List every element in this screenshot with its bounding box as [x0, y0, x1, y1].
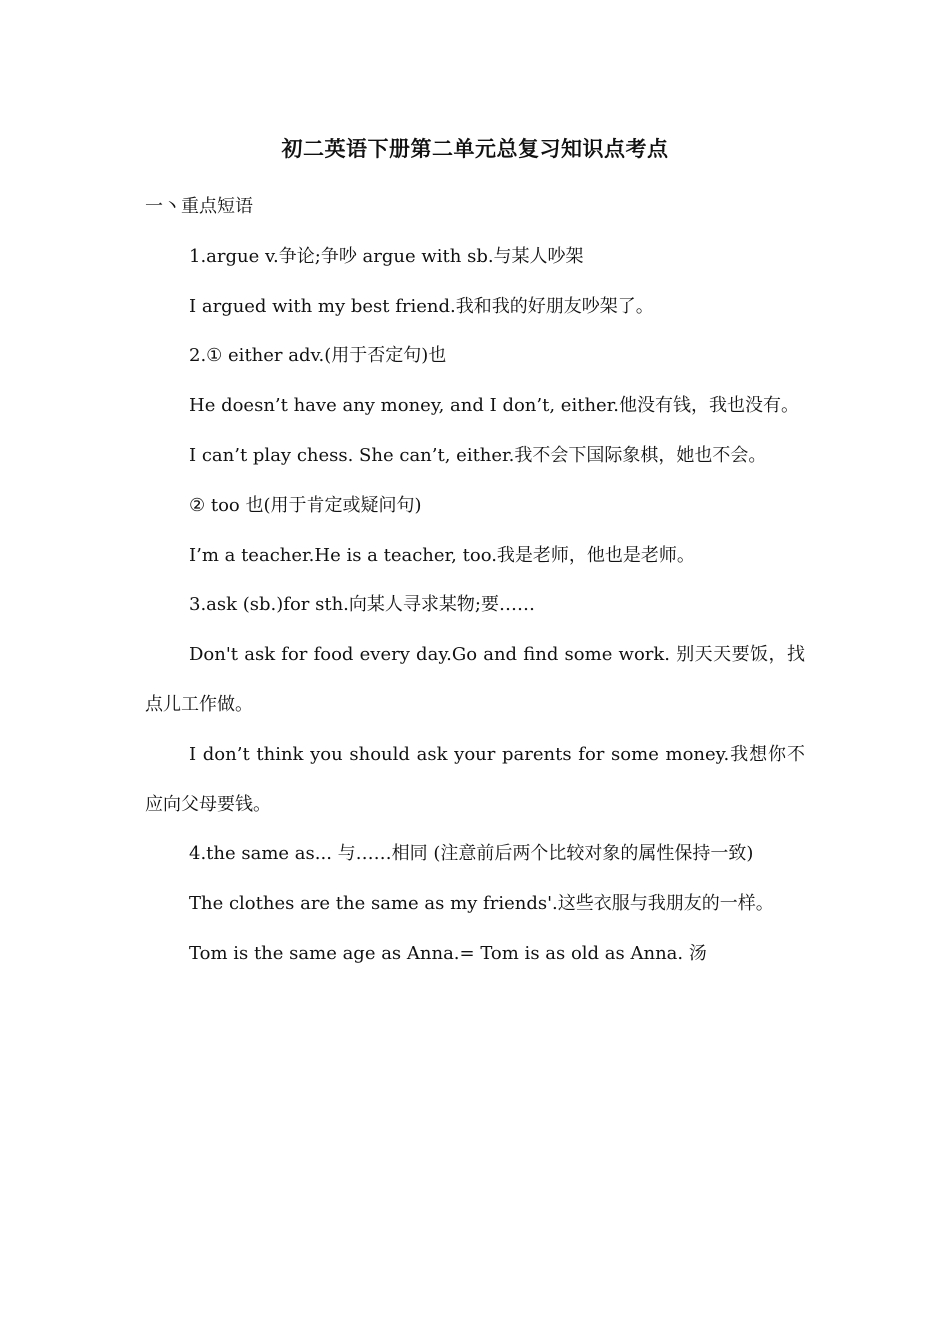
document-body [145, 182, 805, 979]
paragraph: He doesn’t have any money, and I don’t, either.他没有钱，我也没有。 [189, 395, 800, 417]
paragraph: 2.① either adv.(用于否定句)也 [189, 345, 447, 367]
paragraph: ② too 也(用于肯定或疑问句) [189, 494, 422, 516]
document-title: 初二英语下册第二单元总复习知识点考点 [281, 137, 669, 161]
paragraph: Tom is the same age as Anna.= Tom is as old as Anna. 汤 [189, 942, 707, 964]
paragraph: I’m a teacher.He is a teacher, too.我是老师，他也是老师。 [189, 544, 695, 566]
paragraph: 4.the same as... 与……相同 (注意前后两个比较对象的属性保持一致) [189, 843, 754, 865]
paragraph: I don’t think you should ask your parents for some money.我想你不应向父母要钱。 [145, 743, 805, 815]
paragraph: 1.argue v.争论;争吵 argue with sb.与某人吵架 [189, 245, 584, 267]
paragraph: I argued with my best friend.我和我的好朋友吵架了。 [189, 295, 654, 317]
paragraph: 3.ask (sb.)for sth.向某人寻求某物;要…… [189, 594, 535, 616]
paragraph: I can’t play chess. She can’t, either.我不会下国际象棋，她也不会。 [189, 444, 767, 466]
paragraph: Don't ask for food every day.Go and find some work. 别天天要饭，找点儿工作做。 [145, 644, 805, 715]
section-heading: 一丶重点短语 [145, 196, 253, 217]
paragraph: The clothes are the same as my friends'.这些衣服与我朋友的一样。 [189, 893, 774, 915]
